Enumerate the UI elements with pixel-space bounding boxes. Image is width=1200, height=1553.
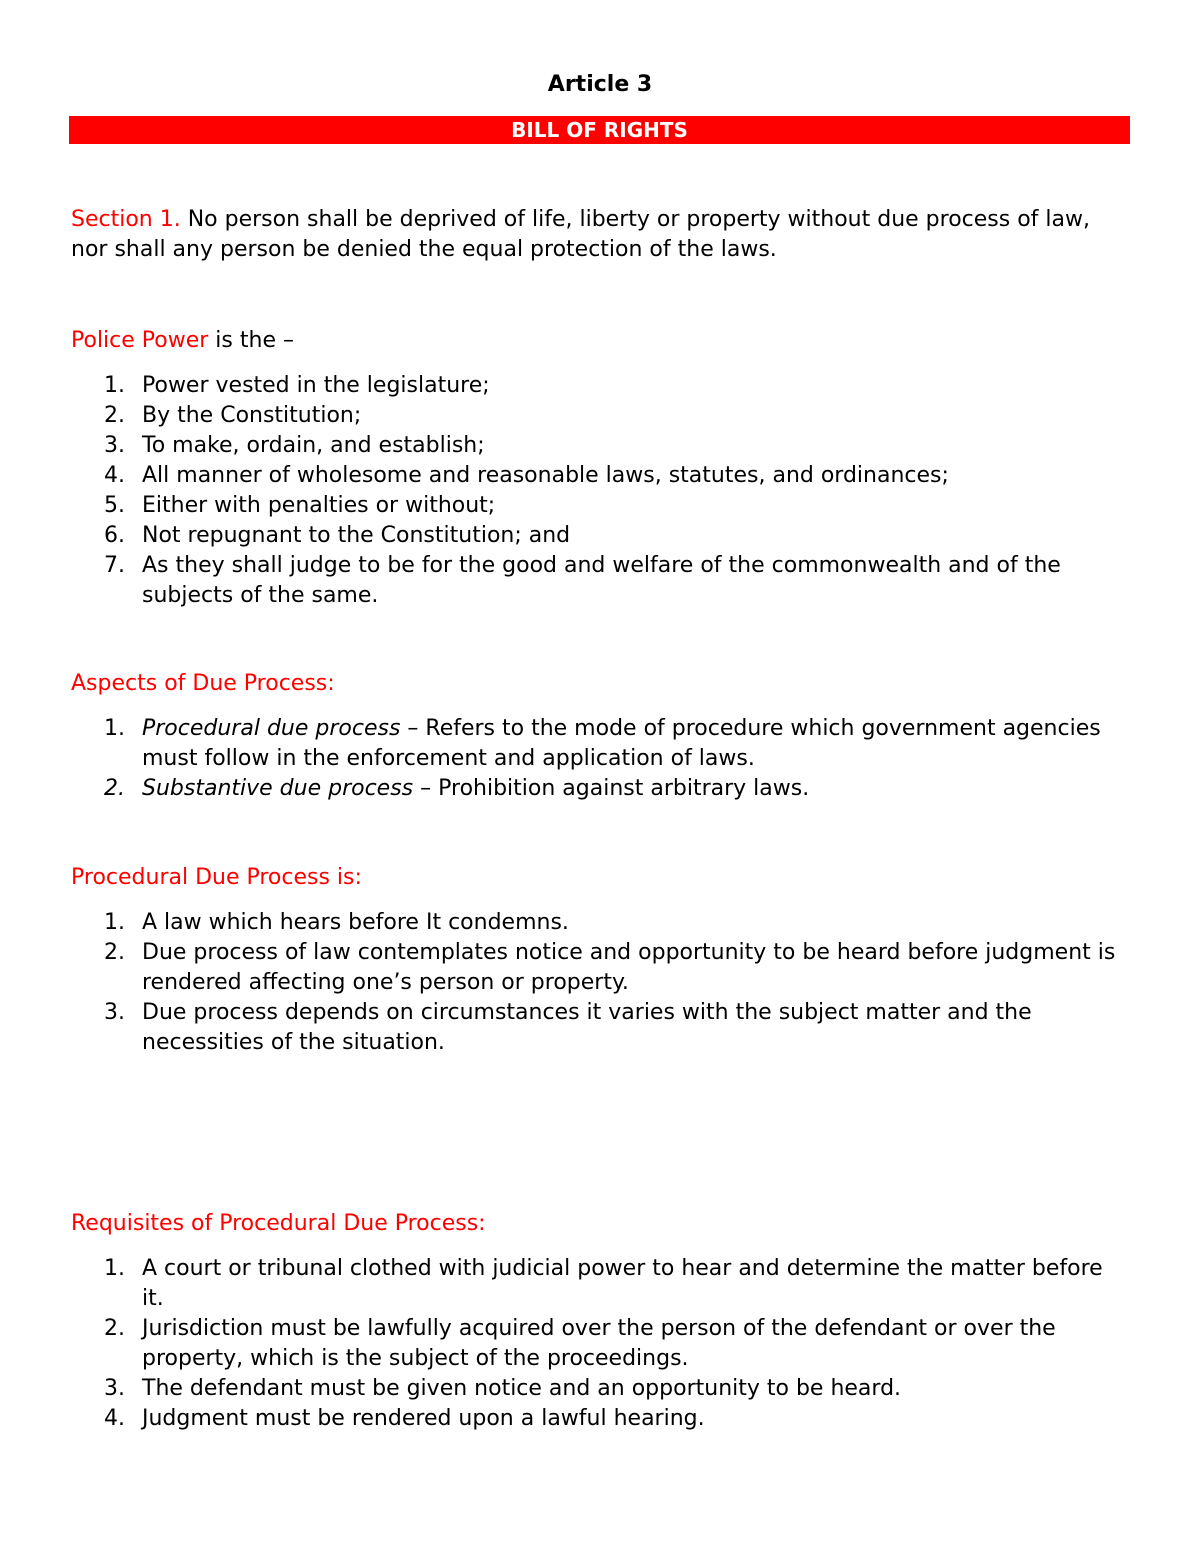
list-item: 4. Judgment must be rendered upon a lawful hearing. — [104, 1406, 705, 1431]
police-power-heading — [71, 326, 1131, 356]
police-power-suffix: is the – — [208, 328, 294, 353]
section-1-label: Section 1. — [71, 207, 181, 232]
police-power-label: Police Power — [71, 328, 209, 353]
list-item: 3. Due process depends on circumstances it varies with the subject matter and the necessities of the situation. — [104, 1000, 1032, 1055]
aspect-term: Procedural due process — [142, 716, 401, 741]
police-power-list — [0, 371, 1130, 611]
list-item: 1. A court or tribunal clothed with judicial power to hear and determine the matter before it. — [104, 1256, 1103, 1311]
list-item: 1. A law which hears before It condemns. — [104, 910, 569, 935]
list-item: 1. Power vested in the legislature; — [104, 373, 490, 398]
aspect-term: Substantive due process — [142, 776, 414, 801]
list-item: 5. Either with penalties or without; — [104, 493, 496, 518]
procedural-heading: Procedural Due Process is: — [71, 865, 362, 890]
list-item: 2. Jurisdiction must be lawfully acquired over the person of the defendant or over the property, which is the subject of the proceedings. — [104, 1316, 1056, 1371]
list-item: 2. By the Constitution; — [104, 403, 362, 428]
section-1-paragraph — [71, 205, 1131, 265]
list-item: 3. The defendant must be given notice and an opportunity to be heard. — [104, 1376, 902, 1401]
aspects-list — [0, 714, 1130, 804]
list-item: 2. Due process of law contemplates notice and opportunity to be heard before judgment is rendered affecting one’s person or property. — [104, 940, 1116, 995]
article-title: Article 3 — [547, 72, 653, 97]
list-item: 4. All manner of wholesome and reasonable laws, statutes, and ordinances; — [104, 463, 949, 488]
list-item: 3. To make, ordain, and establish; — [104, 433, 485, 458]
section-1-text: No person shall be deprived of life, liberty or property without due process of law, nor shall any person be denied the equal protection of the laws. — [71, 207, 1090, 262]
requisites-list — [0, 1254, 1130, 1434]
procedural-list — [0, 908, 1130, 1058]
bill-of-rights-banner: BILL OF RIGHTS — [69, 116, 1130, 144]
list-item: 7. As they shall judge to be for the good and welfare of the commonwealth and of the subjects of the same. — [104, 553, 1061, 608]
list-item: 6. Not repugnant to the Constitution; and — [104, 523, 571, 548]
list-item: 2. Substantive due process – Prohibition against arbitrary laws. — [104, 776, 810, 801]
requisites-heading: Requisites of Procedural Due Process: — [71, 1211, 486, 1236]
aspects-heading: Aspects of Due Process: — [71, 671, 335, 696]
list-item: 1. Procedural due process – Refers to the mode of procedure which government agencies must follow in the enforcement and application of laws. — [104, 716, 1101, 771]
